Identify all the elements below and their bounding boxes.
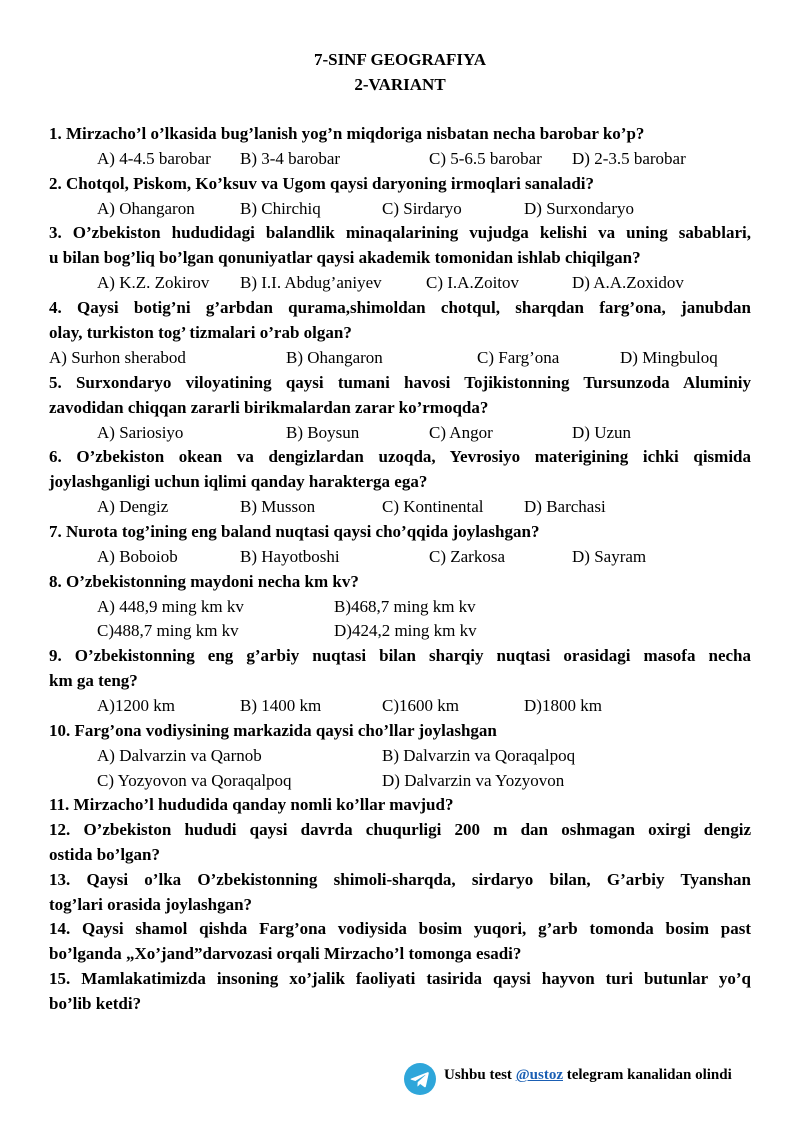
telegram-icon: [404, 1063, 436, 1095]
q9-option-a: A)1200 km: [97, 696, 175, 715]
page-title: 7-SINF GEOGRAFIYA: [313, 50, 487, 69]
q8-option-b: B)468,7 ming km kv: [334, 597, 476, 616]
q1-option-b: B) 3-4 barobar: [240, 149, 341, 168]
q3-option-a: A) K.Z. Zokirov: [97, 273, 210, 292]
q1-option-c: C) 5-6.5 barobar: [429, 149, 542, 168]
q10-option-a: A) Dalvarzin va Qarnob: [97, 746, 262, 765]
question-15-line-1: 15. Mamlakatimizda insoning xo’jalik faoliyati tasirida qaysi hayvon turi butunlar yo’q: [49, 969, 751, 988]
channel-link[interactable]: @ustoz: [515, 1067, 563, 1083]
q2-option-a: A) Ohangaron: [97, 199, 195, 218]
q10-option-b: B) Dalvarzin va Qoraqalpoq: [382, 746, 576, 765]
q8-option-d: D)424,2 ming km kv: [334, 621, 477, 640]
question-8: 8. O’zbekistonning maydoni necha km kv?: [49, 572, 359, 591]
question-9-line-1: 9. O’zbekistonning eng g’arbiy nuqtasi bilan sharqiy nuqtasi orasidagi masofa necha: [49, 646, 751, 665]
q4-option-a: A) Surhon sherabod: [49, 348, 186, 367]
question-11: 11. Mirzacho’l hududida qanday nomli ko’llar mavjud?: [49, 795, 454, 814]
question-5-line-1: 5. Surxondaryo viloyatining qaysi tumani havosi Tojikistonning Tursunzoda Aluminiy: [49, 373, 751, 392]
q3-option-b: B) I.I. Abdug’aniyev: [240, 273, 382, 292]
q3-option-d: D) A.A.Zoxidov: [572, 273, 684, 292]
q2-option-b: B) Chirchiq: [240, 199, 321, 218]
question-2: 2. Chotqol, Piskom, Ko’ksuv va Ugom qaysi daryoning irmoqlari sanaladi?: [49, 174, 595, 193]
q9-option-b: B) 1400 km: [240, 696, 322, 715]
q4-option-b: B) Ohangaron: [286, 348, 383, 367]
q8-option-c: C)488,7 ming km kv: [97, 621, 239, 640]
question-10: 10. Farg’ona vodiysining markazida qaysi cho’llar joylashgan: [49, 721, 497, 740]
question-14-line-2: bo’lganda „Xo’jand”darvozasi orqali Mirzacho’l tomonga esadi?: [49, 944, 522, 963]
q6-option-a: A) Dengiz: [97, 497, 169, 516]
q5-option-a: A) Sariosiyo: [97, 423, 184, 442]
question-9-line-2: km ga teng?: [49, 671, 138, 690]
question-3-line-2: u bilan bog’liq bo’lgan qonuniyatlar qaysi akademik tomonidan ishlab chiqilgan?: [49, 248, 641, 267]
q7-option-b: B) Hayotboshi: [240, 547, 340, 566]
q3-option-c: C) I.A.Zoitov: [426, 273, 520, 292]
footer-suffix: telegram kanalidan olindi: [562, 1067, 732, 1083]
question-13-line-2: tog’lari orasida joylashgan?: [49, 895, 253, 914]
q2-option-d: D) Surxondaryo: [524, 199, 635, 218]
q7-option-c: C) Zarkosa: [429, 547, 506, 566]
q9-option-d: D)1800 km: [524, 696, 602, 715]
q7-option-a: A) Boboiob: [97, 547, 178, 566]
q5-option-b: B) Boysun: [286, 423, 360, 442]
question-7: 7. Nurota tog’ining eng baland nuqtasi qaysi cho’qqida joylashgan?: [49, 522, 540, 541]
question-6-line-1: 6. O’zbekiston okean va dengizlardan uzoqda, Yevrosiyo materigining ichki qismida: [49, 447, 751, 466]
footer-note: [404, 1061, 754, 1097]
q10-option-c: C) Yozyovon va Qoraqalpoq: [97, 771, 292, 790]
question-12-line-2: ostida bo’lgan?: [49, 845, 160, 864]
footer-prefix: Ushbu test: [444, 1067, 516, 1083]
q1-option-d: D) 2-3.5 barobar: [572, 149, 686, 168]
footer-text: [444, 1067, 732, 1084]
q4-option-c: C) Farg’ona: [477, 348, 560, 367]
q9-option-c: C)1600 km: [382, 696, 459, 715]
q6-option-b: B) Musson: [240, 497, 316, 516]
question-12-line-1: 12. O’zbekiston hududi qaysi davrda chuqurligi 200 m dan oshmagan oxirgi dengiz: [49, 820, 751, 839]
question-5-line-2: zavodidan chiqqan zararli birikmalardan zarar ko’rmoqda?: [49, 398, 489, 417]
question-4-line-1: 4. Qaysi botig’ni g’arbdan qurama,shimoldan chotqul, sharqdan farg’ona, janubdan: [49, 298, 751, 317]
question-13-line-1: 13. Qaysi o’lka O’zbekistonning shimoli-sharqda, sirdaryo bilan, G’arbiy Tyanshan: [49, 870, 751, 889]
q5-option-c: C) Angor: [429, 423, 493, 442]
q1-option-a: A) 4-4.5 barobar: [97, 149, 211, 168]
question-3-line-1: 3. O’zbekiston hududidagi balandlik minaqalarining vujudga kelishi va uning sabablari,: [49, 223, 751, 242]
q6-option-c: C) Kontinental: [382, 497, 484, 516]
q6-option-d: D) Barchasi: [524, 497, 606, 516]
q4-option-d: D) Mingbuloq: [620, 348, 718, 367]
q5-option-d: D) Uzun: [572, 423, 632, 442]
q2-option-c: C) Sirdaryo: [382, 199, 462, 218]
question-6-line-2: joylashganligi uchun iqlimi qanday harakterga ega?: [49, 472, 428, 491]
question-4-line-2: olay, turkiston tog’ tizmalari o’rab olgan?: [49, 323, 352, 342]
q8-option-a: A) 448,9 ming km kv: [97, 597, 244, 616]
question-15-line-2: bo’lib ketdi?: [49, 994, 142, 1013]
q7-option-d: D) Sayram: [572, 547, 647, 566]
question-14-line-1: 14. Qaysi shamol qishda Farg’ona vodiysida bosim yuqori, g’arb tomonda bosim past: [49, 919, 751, 938]
q10-option-d: D) Dalvarzin va Yozyovon: [382, 771, 565, 790]
question-1: 1. Mirzacho’l o’lkasida bug’lanish yog’n miqdoriga nisbatan necha barobar ko’p?: [49, 124, 645, 143]
page-subtitle: 2-VARIANT: [354, 75, 446, 94]
